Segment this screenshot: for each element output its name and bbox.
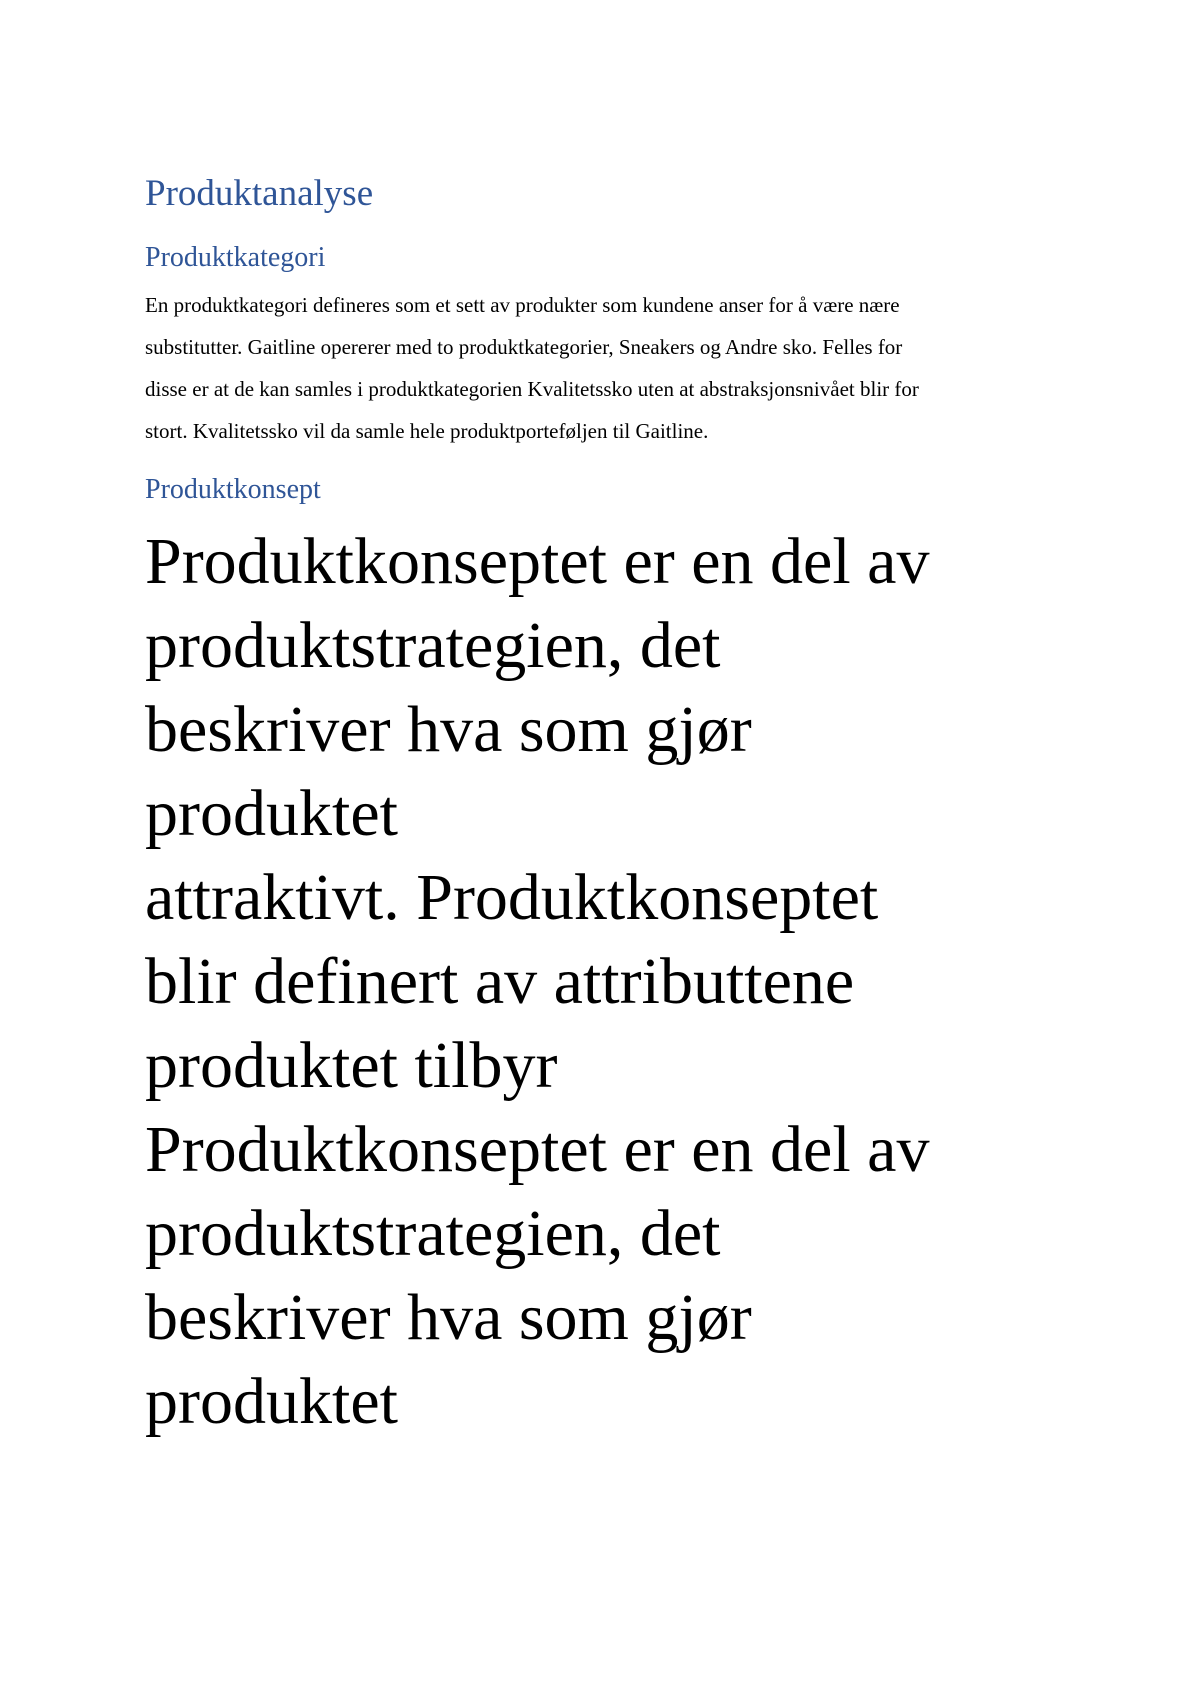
paragraph-line: produktet [145,777,398,850]
document-content [145,170,1065,1444]
section-heading-produktkategori: Produktkategori [145,242,326,273]
paragraph-line: beskriver hva som gjør [145,693,752,766]
paragraph-line: produktstrategien, det [145,1197,721,1270]
paragraph-line: disse er at de kan samles i produktkategorien Kvalitetssko uten at abstraksjonsnivået blir for [145,377,919,401]
paragraph-line: substitutter. Gaitline opererer med to produktkategorier, Sneakers og Andre sko. Felles for [145,335,903,359]
paragraph-produktkonsept [145,520,1065,1444]
paragraph-line: stort. Kvalitetssko vil da samle hele produktporteføljen til Gaitline. [145,419,709,443]
document-title: Produktanalyse [145,173,374,214]
paragraph-line: produktet [145,1365,398,1438]
paragraph-line: produktet tilbyr [145,1029,558,1102]
paragraph-line: Produktkonseptet er en del av [145,1113,930,1186]
paragraph-line: blir definert av attributtene [145,945,855,1018]
section-heading-produktkonsept: Produktkonsept [145,474,321,505]
paragraph-produktkategori [145,284,1065,452]
paragraph-line: beskriver hva som gjør [145,1281,752,1354]
paragraph-line: attraktivt. Produktkonseptet [145,861,879,934]
paragraph-line: produktstrategien, det [145,609,721,682]
paragraph-line: Produktkonseptet er en del av [145,525,930,598]
paragraph-line: En produktkategori defineres som et sett av produkter som kundene anser for å være nære [145,293,900,317]
